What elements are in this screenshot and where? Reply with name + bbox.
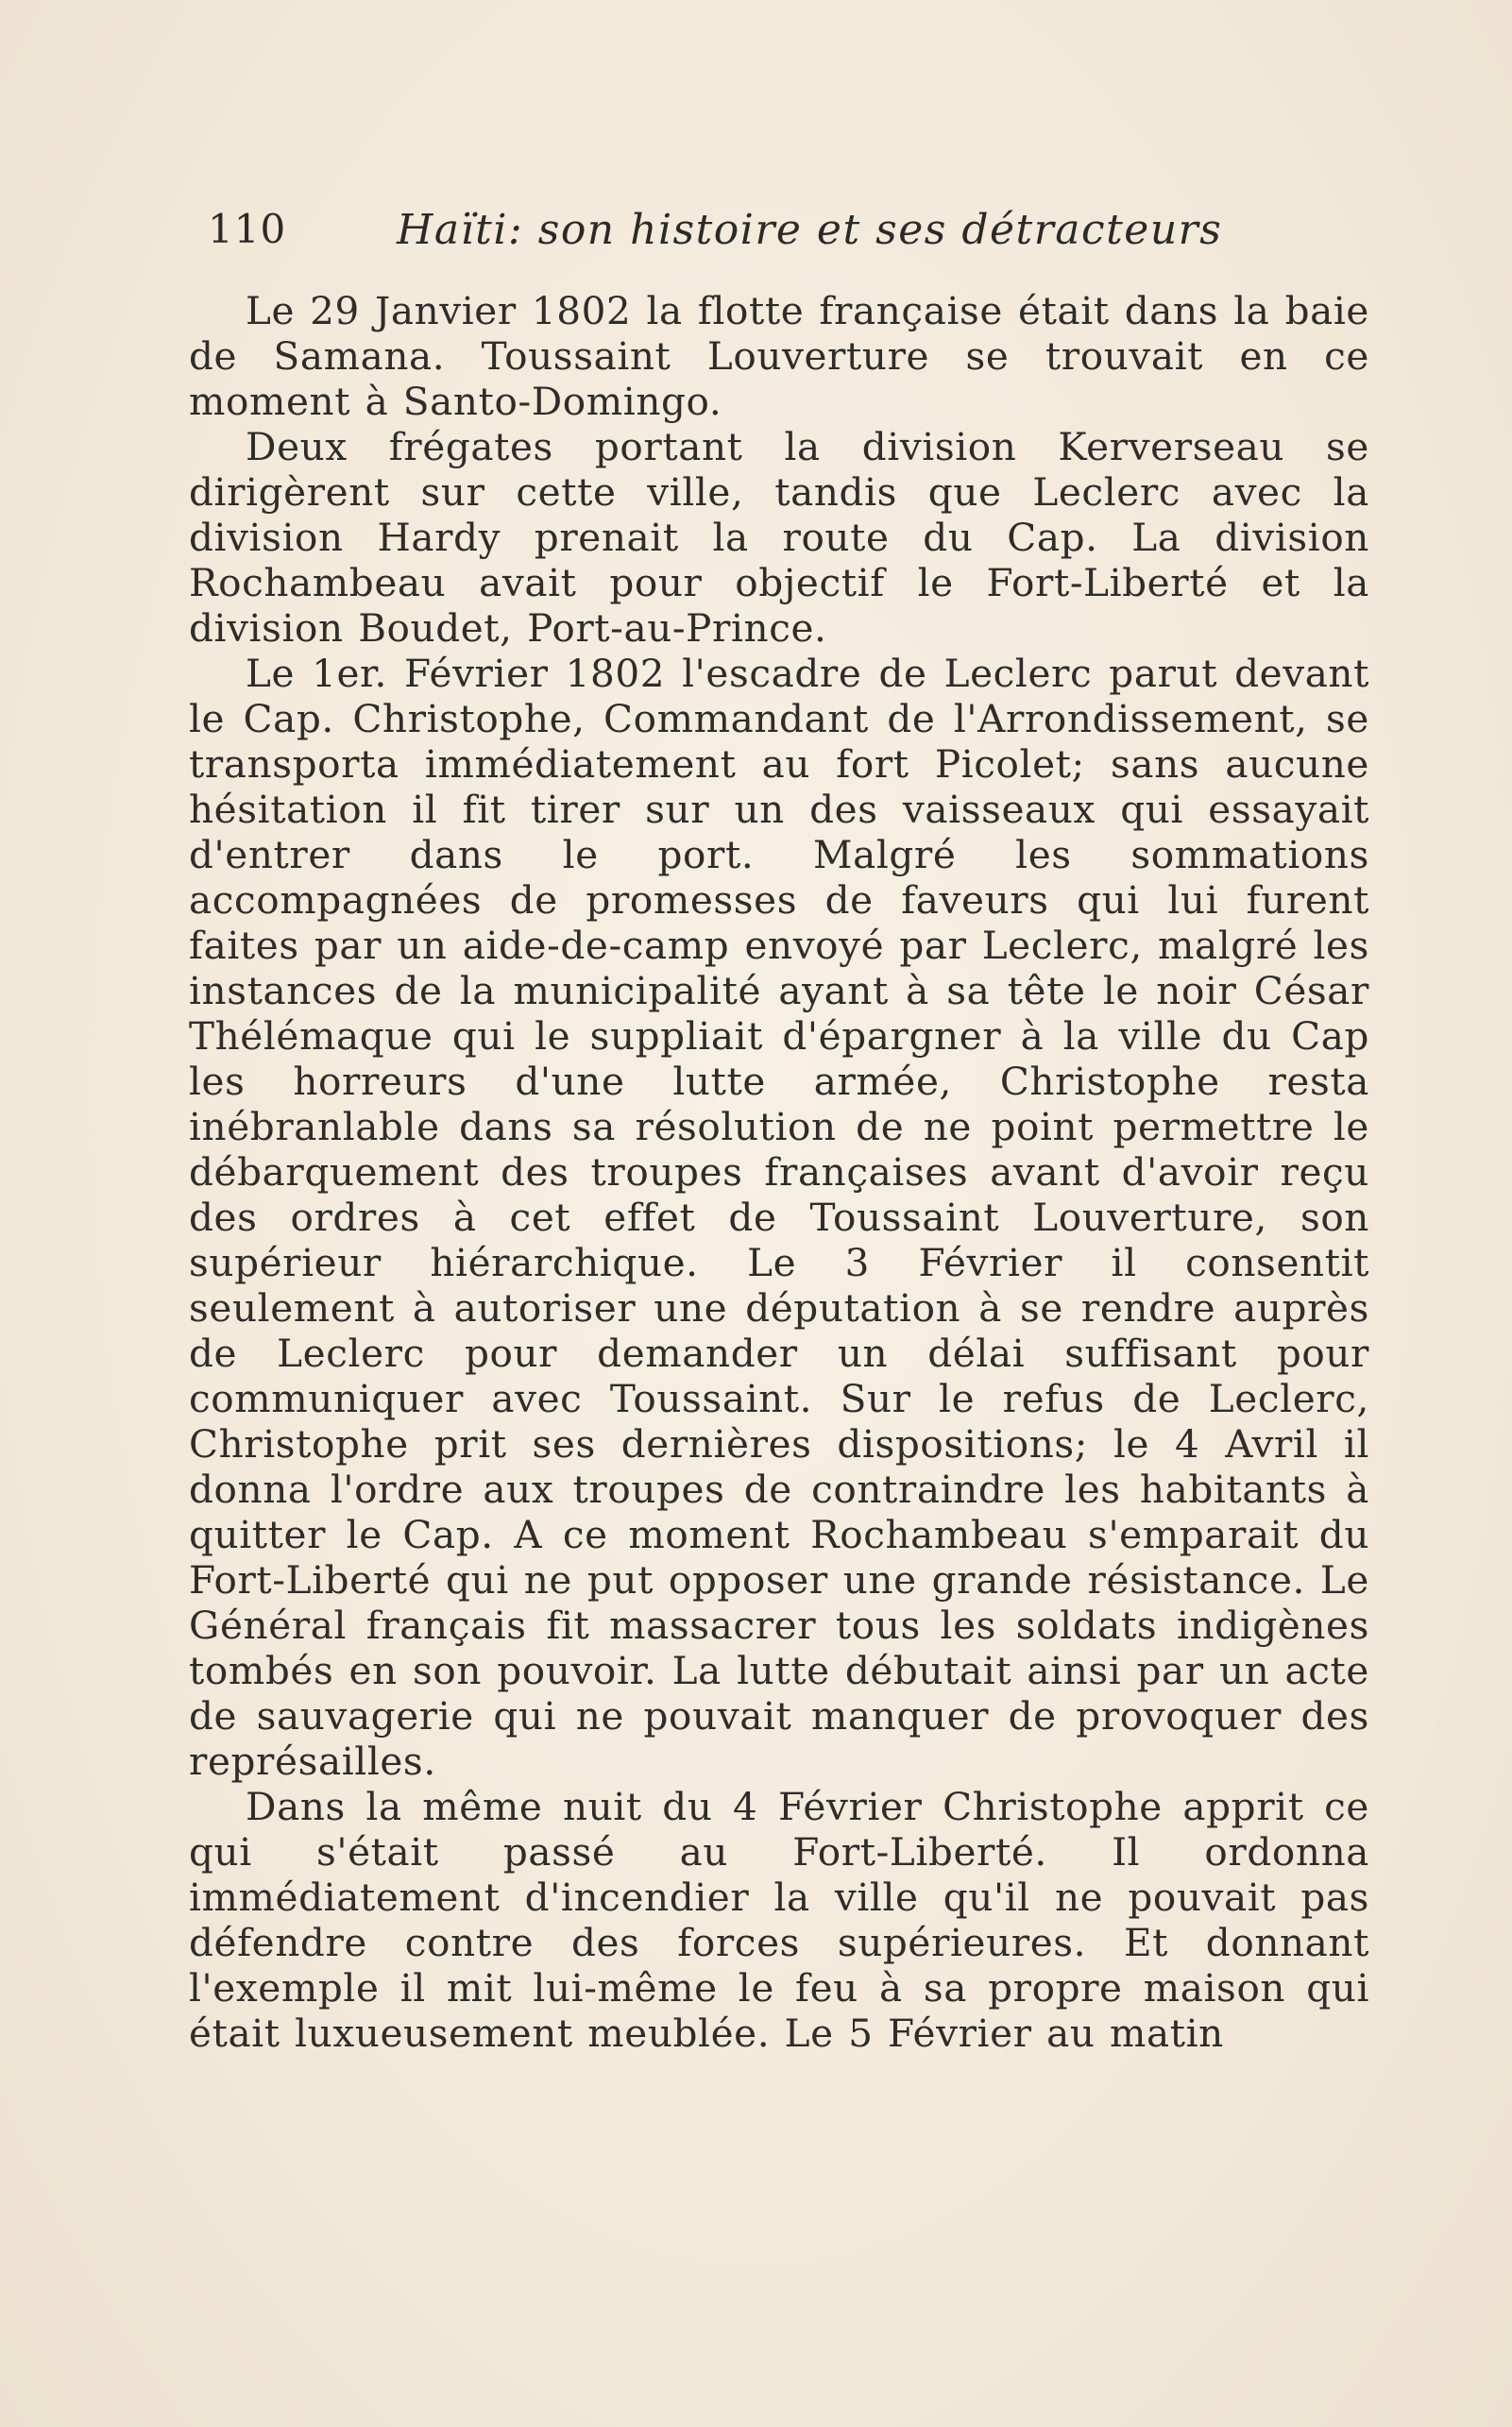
paragraph: Le 1er. Février 1802 l'escadre de Leclerc parut devant le Cap. Christophe, Commandant de l'Arrondissement, se transporta immédiatement au fort Picolet; sans aucune hésitation il fit tirer sur un des vaisseaux qui essayait d'entrer dans le port. Malgré les sommations accompagnées de promesses de faveurs qui lui furent faites par un aide-de-camp envoyé par Leclerc, malgré les instances de la municipalité ayant à sa tête le noir César Thélémaque qui le suppliait d'épargner à la ville du Cap les horreurs d'une lutte armée, Christophe resta inébranlable dans sa résolution de ne point permettre le débarquement des troupes françaises avant d'avoir reçu des ordres à cet effet de Toussaint Louverture, son supérieur hiérarchique. Le 3 Février il consentit seulement à autoriser une députation à se rendre auprès de Leclerc pour demander un délai suffisant pour communiquer avec Toussaint. Sur le refus de Leclerc, Christophe prit ses dernières dispositions; le 4 Avril il donna l'ordre aux troupes de contraindre les habitants à quitter le Cap. A ce moment Rochambeau s'emparait du Fort-Liberté qui ne put opposer une grande résistance. Le Général français fit massacrer tous les soldats indigènes tombés en son pouvoir. La lutte débutait ainsi par un acte de sauvagerie qui ne pouvait manquer de provoquer des représailles. bbox=[189, 651, 1369, 1784]
paragraph: Deux frégates portant la division Kerverseau se dirigèrent sur cette ville, tandis que Leclerc avec la division Hardy prenait la route du Cap. La division Rochambeau avait pour objectif le Fort-Liberté et la division Boudet, Port-au-Prince. bbox=[189, 424, 1369, 651]
page-number: 110 bbox=[208, 206, 287, 252]
body-text bbox=[189, 288, 1369, 2056]
paragraph: Dans la même nuit du 4 Février Christophe apprit ce qui s'était passé au Fort-Liberté. Il ordonna immédiatement d'incendier la ville qu'il ne pouvait pas défendre contre des forces supérieures. Et donnant l'exemple il mit lui-même le feu à sa propre maison qui était luxueusement meublée. Le 5 Février au matin bbox=[189, 1784, 1369, 2056]
running-title: Haïti: son histoire et ses détracteurs bbox=[397, 206, 1223, 254]
page-header bbox=[208, 206, 1379, 263]
paragraph: Le 29 Janvier 1802 la flotte française était dans la baie de Samana. Toussaint Louverture se trouvait en ce moment à Santo-Domingo. bbox=[189, 288, 1369, 424]
